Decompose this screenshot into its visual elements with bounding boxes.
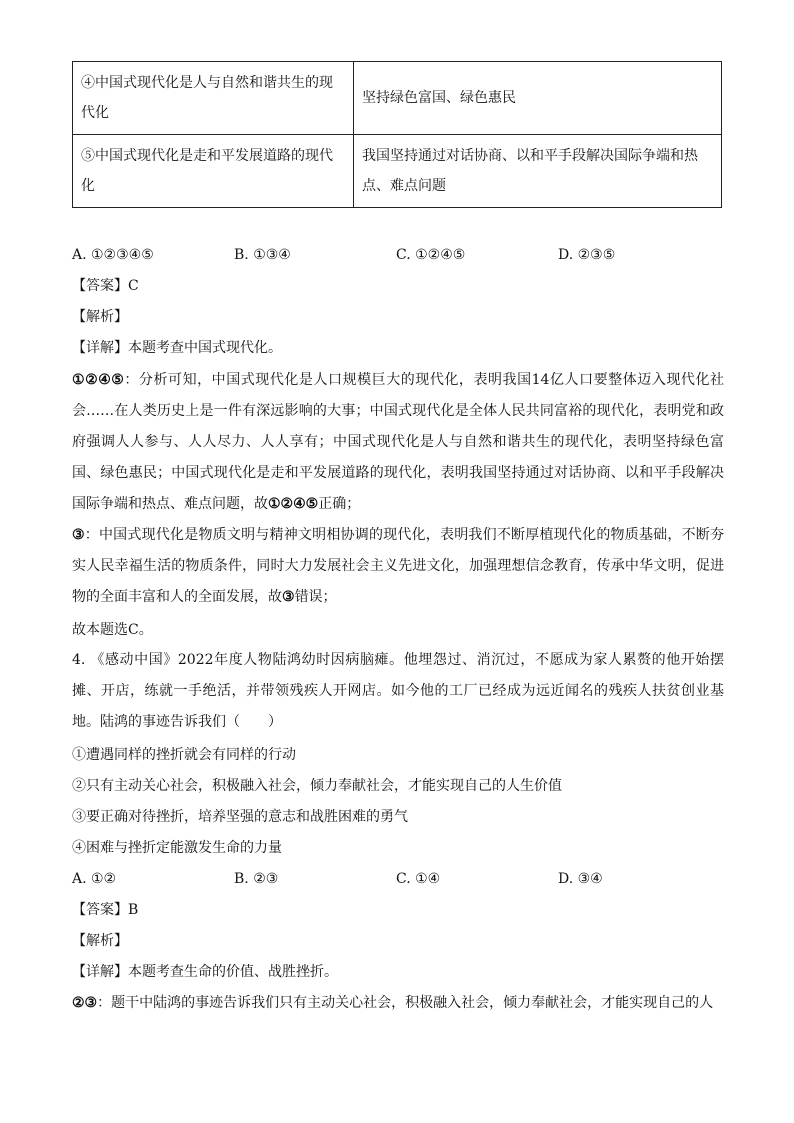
option-a: A. ①② — [72, 871, 117, 887]
q3-explanation-2 — [72, 520, 724, 613]
q4-explanation-1 — [72, 993, 713, 1013]
q4-answer: 【答案】B — [72, 902, 139, 918]
explanation-text: ：中国式现代化是物质文明与精神文明相协调的现代化，表明我们不断厚植现代化的物质基础，不断夯实人民幸福生活的物质条件，同时大力发展社会主义先进文化，加强理想信念教育，传承中华文明，促进物的全面丰富和人的全面发展，故 — [72, 527, 724, 605]
option-d: D. ③④ — [558, 871, 603, 887]
q3-conclusion: 故本题选C。 — [72, 622, 153, 638]
q4-item-4: ④困难与挫折定能激发生命的力量 — [72, 840, 282, 856]
q3-explanation-1 — [72, 365, 724, 520]
q4-stem: 4. 《感动中国》2022年度人物陆鸿幼时因病脑瘫。他埋怨过、消沉过，不愿成为家人累赘的他开始摆摊、开店，练就一手绝活，并带领残疾人开网店。如今他的工厂已经成为远近闻名的残疾人扶贫创业基地。陆鸿的事迹告诉我们（ ） — [72, 652, 724, 730]
q4-detail: 【详解】本题考查生命的价值、战胜挫折。 — [72, 964, 338, 980]
comparison-table — [72, 61, 722, 208]
q4-item-3: ③要正确对待挫折，培养坚强的意志和战胜困难的勇气 — [72, 809, 408, 825]
answer-label: ③ — [282, 589, 295, 605]
table-row — [73, 135, 722, 208]
explanation-text: ：分析可知，中国式现代化是人口规模巨大的现代化，表明我国14亿人口要整体迈入现代化社会……在人类历史上是一件有深远影响的大事；中国式现代化是全体人民共同富裕的现代化，表明党和政府强调人人参与、人人尽力、人人享有；中国式现代化是人与自然和谐共生的现代化，表明坚持绿色富国、绿色惠民；中国式现代化是走和平发展道路的现代化，表明我国坚持通过对话协商、以和平手段解决国际争端和热点、难点问题，故 — [72, 372, 725, 512]
table-cell: ⑤中国式现代化是走和平发展道路的现代化 — [73, 135, 354, 208]
q4-item-1: ①遭遇同样的挫折就会有同样的行动 — [72, 747, 296, 763]
answer-label: ②③ — [72, 995, 98, 1011]
option-c: C. ①②④⑤ — [396, 247, 466, 263]
q3-analysis-heading: 【解析】 — [72, 309, 128, 325]
explanation-end: 错误； — [294, 589, 337, 605]
explanation-end: 正确； — [318, 496, 361, 512]
option-a: A. ①②③④⑤ — [72, 247, 154, 263]
q3-answer: 【答案】C — [72, 278, 139, 294]
answer-label: ③ — [72, 527, 85, 543]
explanation-text: ：题干中陆鸿的事迹告诉我们只有主动关心社会，积极融入社会，倾力奉献社会，才能实现自己的人 — [97, 995, 714, 1011]
table-cell: 我国坚持通过对话协商、以和平手段解决国际争端和热点、难点问题 — [354, 135, 722, 208]
option-c: C. ①④ — [396, 871, 441, 887]
option-b: B. ②③ — [234, 871, 279, 887]
q4-item-2: ②只有主动关心社会，积极融入社会，倾力奉献社会，才能实现自己的人生价值 — [72, 778, 562, 794]
answer-label: ①②④⑤ — [268, 496, 319, 512]
answer-label: ①②④⑤ — [72, 372, 125, 388]
q3-detail: 【详解】本题考查中国式现代化。 — [72, 340, 282, 356]
table-row — [73, 62, 722, 135]
q4-analysis-heading: 【解析】 — [72, 933, 128, 949]
option-b: B. ①③④ — [234, 247, 291, 263]
option-d: D. ②③⑤ — [558, 247, 616, 263]
table-cell: ④中国式现代化是人与自然和谐共生的现代化 — [73, 62, 354, 135]
table-cell: 坚持绿色富国、绿色惠民 — [354, 62, 722, 135]
